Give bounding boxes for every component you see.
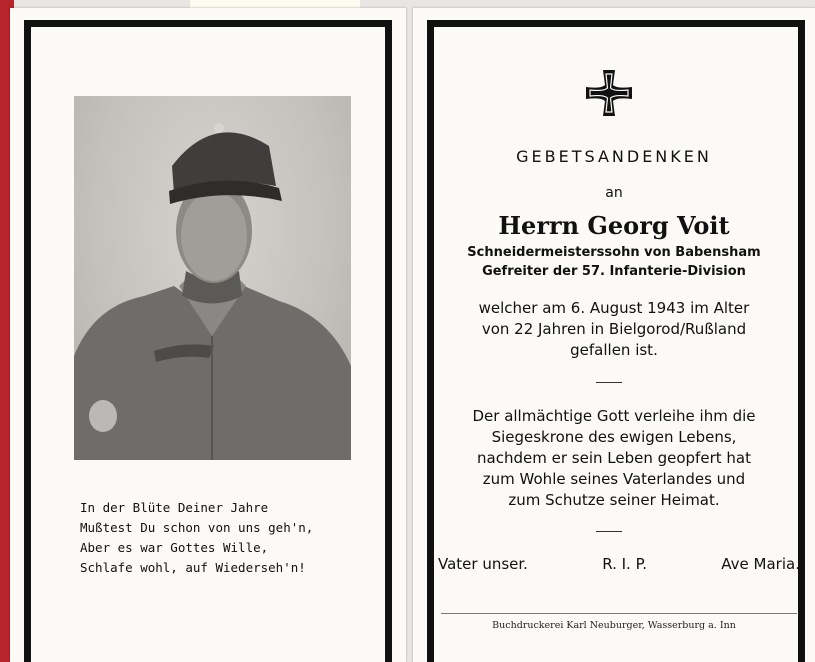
deceased-rank: Gefreiter der 57. Infanterie-Division [482,264,746,279]
deceased-name: Herrn Georg Voit [498,211,730,240]
death-line: gefallen ist. [570,341,658,359]
closing-ave-maria: Ave Maria. [721,555,800,573]
soldier-portrait-photo [74,96,351,460]
closing-vater-unser: Vater unser. [438,555,528,573]
prayer-line: Siegeskrone des ewigen Lebens, [491,428,737,446]
deceased-origin: Schneidermeisterssohn von Babensham [467,245,761,260]
divider [596,382,622,383]
death-notice [413,298,815,361]
closing-prayers [438,555,800,573]
prayer-line: zum Wohle seines Vaterlandes und [482,470,746,488]
poem-line: Schlafe wohl, auf Wiederseh'n! [80,560,306,575]
printer-divider [441,613,797,614]
memorial-heading: GEBETSANDENKEN [516,147,712,166]
prayer-text [413,406,815,511]
poem-line: In der Blüte Deiner Jahre [80,500,269,515]
prayer-line: Der allmächtige Gott verleihe ihm die [472,407,756,425]
poem-line: Mußtest Du schon von uns geh'n, [80,520,314,535]
poem-line: Aber es war Gottes Wille, [80,540,269,555]
death-line: von 22 Jahren in Bielgorod/Rußland [481,320,747,338]
iron-cross-icon [584,68,634,118]
left-card [10,8,406,662]
printer-credit: Buchdruckerei Karl Neuburger, Wasserburg a. Inn [492,620,736,631]
prayer-line: zum Schutze seiner Heimat. [508,491,720,509]
dedication-word: an [605,185,623,201]
closing-rip: R. I. P. [602,555,648,573]
death-line: welcher am 6. August 1943 im Alter [478,299,750,317]
right-card [413,8,815,662]
divider [596,531,622,532]
memorial-poem [80,498,380,578]
prayer-line: nachdem er sein Leben geopfert hat [477,449,751,467]
